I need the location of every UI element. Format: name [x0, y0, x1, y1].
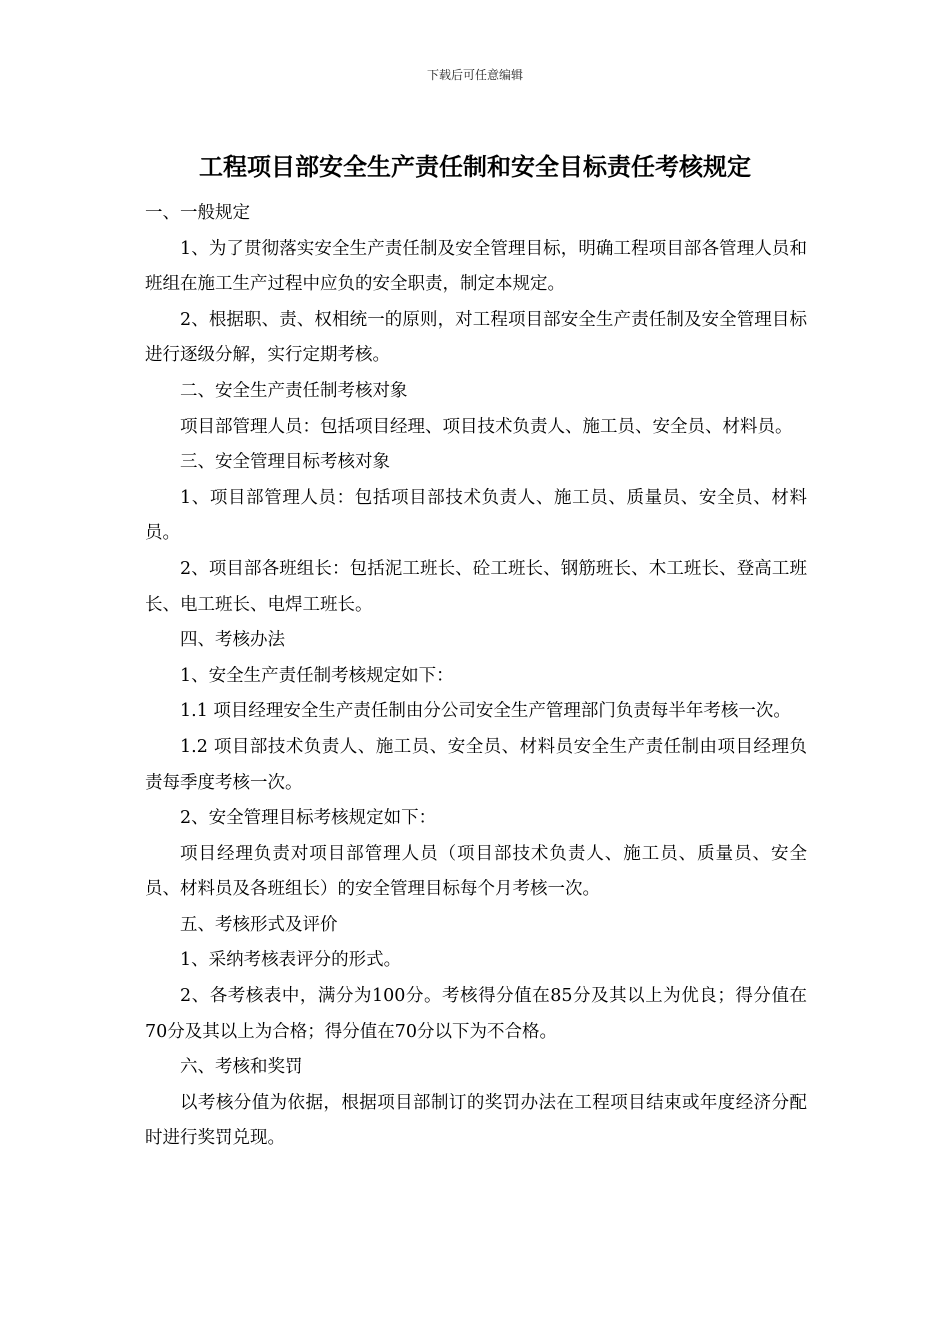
- paragraph: 2、项目部各班组长：包括泥工班长、砼工班长、钢筋班长、木工班长、登高工班长、电工班长、电焊工班长。: [145, 558, 807, 615]
- paragraph: 2、安全管理目标考核规定如下：: [180, 808, 437, 829]
- section-heading: 五、考核形式及评价: [180, 914, 338, 935]
- paragraph: 1、采纳考核表评分的形式。: [180, 950, 402, 971]
- paragraph: 项目部管理人员：包括项目经理、项目技术负责人、施工员、安全员、材料员。: [180, 416, 793, 437]
- document-title: 工程项目部安全生产责任制和安全目标责任考核规定: [199, 152, 751, 181]
- paragraph: 2、各考核表中，满分为100分。考核得分值在85分及其以上为优良；得分值在70分及其以上为合格；得分值在70分以下为不合格。: [145, 986, 807, 1042]
- paragraph: 1、项目部管理人员：包括项目部技术负责人、施工员、质量员、安全员、材料员。: [145, 487, 807, 544]
- paragraph: 1.1 项目经理安全生产责任制由分公司安全生产管理部门负责每半年考核一次。: [180, 701, 791, 722]
- paragraph: 以考核分值为依据，根据项目部制订的奖罚办法在工程项目结束或年度经济分配时进行奖罚兑现。: [145, 1092, 807, 1149]
- section-heading-general: 一、一般规定: [145, 203, 250, 223]
- paragraph: 1、为了贯彻落实安全生产责任制及安全管理目标，明确工程项目部各管理人员和班组在施工生产过程中应负的安全职责，制定本规定。: [145, 238, 807, 295]
- paragraph: 2、根据职、责、权相统一的原则，对工程项目部安全生产责任制及安全管理目标进行逐级分解，实行定期考核。: [145, 309, 807, 366]
- document-body: [145, 196, 807, 1157]
- section-heading: 二、安全生产责任制考核对象: [180, 380, 408, 401]
- section-heading: 四、考核办法: [180, 630, 285, 651]
- paragraph: 1.2 项目部技术负责人、施工员、安全员、材料员安全生产责任制由项目经理负责每季度考核一次。: [145, 736, 807, 793]
- section-heading: 三、安全管理目标考核对象: [180, 452, 390, 473]
- paragraph: 1、安全生产责任制考核规定如下：: [180, 665, 454, 686]
- header-note: 下载后可任意编辑: [426, 68, 523, 82]
- section-heading: 六、考核和奖罚: [180, 1057, 303, 1078]
- paragraph: 项目经理负责对项目部管理人员（项目部技术负责人、施工员、质量员、安全员、材料员及各班组长）的安全管理目标每个月考核一次。: [145, 843, 807, 900]
